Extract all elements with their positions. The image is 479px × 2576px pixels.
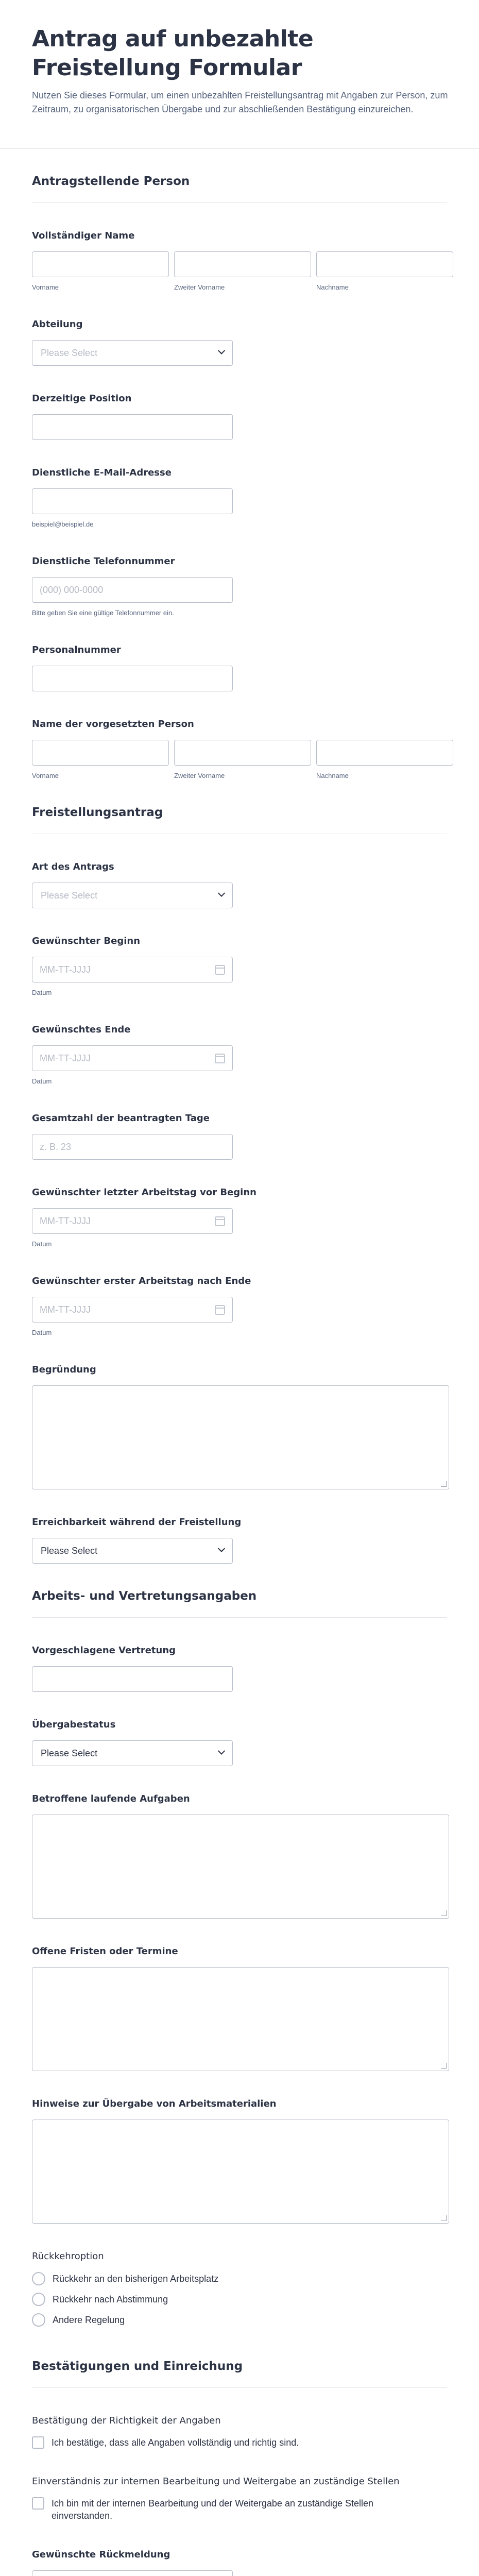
handover-status-field (32, 1692, 447, 1766)
department-field (32, 292, 447, 366)
deadlines-textarea[interactable] (32, 1967, 449, 2071)
field-label: Derzeitige Position (32, 393, 132, 404)
email-input[interactable] (32, 488, 233, 514)
field-label: Abteilung (32, 319, 83, 330)
days-input[interactable] (32, 1134, 233, 1160)
middle-name-input[interactable] (174, 251, 311, 277)
request-type-field (32, 834, 447, 908)
last-name-sublabel: Nachname (316, 283, 349, 291)
calendar-icon[interactable] (215, 1054, 225, 1063)
phone-input[interactable] (32, 577, 233, 603)
section-title: Antragstellende Person (32, 175, 190, 188)
first-workday-input[interactable] (32, 1297, 233, 1323)
section-title: Freistellungsantrag (32, 806, 163, 819)
field-label: Einverständnis zur internen Bearbeitung und Weitergabe an zuständige Stellen (32, 2476, 400, 2487)
field-label: Personalnummer (32, 645, 121, 655)
email-field (32, 440, 447, 529)
reason-field (32, 1337, 447, 1489)
substitute-input[interactable] (32, 1666, 233, 1692)
reachability-field (32, 1489, 447, 1564)
section-title: Arbeits- und Vertretungsangaben (32, 1589, 257, 1603)
field-label: Dienstliche E-Mail-Adresse (32, 467, 172, 478)
field-label: Art des Antrags (32, 861, 114, 872)
select-value: Please Select (41, 1748, 98, 1758)
field-label: Offene Fristen oder Termine (32, 1946, 178, 1957)
position-field (32, 366, 447, 440)
form-title: Antrag auf unbezahlte Freistellung Formular (32, 26, 314, 81)
tasks-textarea[interactable] (32, 1815, 449, 1919)
phone-hint: Bitte geben Sie eine gültige Telefonnummer ein. (32, 609, 174, 617)
supervisor-first-input[interactable] (32, 740, 169, 766)
form-subtitle: Nutzen Sie dieses Formular, um einen unbezahlten Freistellungsantrag mit Angaben zur Person, zum Zeitraum, zu organisatorischen Übergabe und zur abschließenden Bestätigung einzureichen. (32, 90, 448, 114)
checkbox[interactable] (32, 2436, 44, 2449)
materials-textarea[interactable] (32, 2120, 449, 2224)
checkbox[interactable] (32, 2497, 44, 2510)
field-label: Gewünschter Beginn (32, 936, 141, 946)
radio-button[interactable] (32, 2313, 45, 2327)
start-date-input[interactable] (32, 957, 233, 982)
end-date-input[interactable] (32, 1045, 233, 1071)
chevron-down-icon (218, 1748, 225, 1755)
days-field (32, 1086, 447, 1160)
radio-option[interactable] (32, 2272, 447, 2285)
radio-option[interactable] (32, 2313, 447, 2327)
select-value: Please Select (41, 347, 98, 358)
calendar-icon[interactable] (215, 965, 225, 975)
email-hint: beispiel@beispiel.de (32, 520, 94, 528)
date-sublabel: Datum (32, 1240, 52, 1248)
section-request (0, 780, 479, 1564)
date-placeholder: MM-TT-JJJJ (40, 1053, 91, 1063)
personnel-number-input[interactable] (32, 666, 233, 691)
feedback-select[interactable] (32, 2570, 233, 2576)
chevron-down-icon (218, 347, 225, 354)
date-placeholder: MM-TT-JJJJ (40, 1304, 91, 1315)
last-workday-field (32, 1160, 447, 1248)
checkbox-option[interactable] (32, 2497, 447, 2522)
return-option-field (32, 2224, 447, 2327)
radio-label: Rückkehr an den bisherigen Arbeitsplatz (53, 2273, 219, 2284)
reachability-select[interactable] (32, 1538, 233, 1564)
field-label: Rückkehroption (32, 2251, 104, 2262)
last-workday-input[interactable] (32, 1208, 233, 1234)
chevron-down-icon (218, 1545, 225, 1552)
section-header (32, 2334, 447, 2388)
section-confirm (0, 2334, 479, 2576)
radio-option[interactable] (32, 2293, 447, 2306)
field-label: Gewünschter letzter Arbeitstag vor Beginn (32, 1187, 256, 1198)
radio-button[interactable] (32, 2293, 45, 2306)
phone-field (32, 529, 447, 617)
supervisor-last-input[interactable] (316, 740, 453, 766)
phone-placeholder: (000) 000-0000 (40, 584, 104, 595)
field-label: Dienstliche Telefonnummer (32, 556, 175, 567)
last-name-sublabel: Nachname (316, 772, 349, 779)
supervisor-field (32, 691, 447, 780)
reason-textarea[interactable] (32, 1385, 449, 1489)
field-label: Bestätigung der Richtigkeit der Angaben (32, 2415, 221, 2426)
field-label: Vorgeschlagene Vertretung (32, 1645, 176, 1656)
field-label: Begründung (32, 1364, 96, 1375)
section-header (32, 1564, 447, 1618)
first-name-sublabel: Vorname (32, 283, 59, 291)
date-sublabel: Datum (32, 989, 52, 996)
date-sublabel: Datum (32, 1077, 52, 1085)
consent-field (32, 2449, 447, 2522)
field-label: Gewünschte Rückmeldung (32, 2549, 170, 2560)
supervisor-middle-input[interactable] (174, 740, 311, 766)
date-placeholder: MM-TT-JJJJ (40, 1215, 91, 1226)
date-sublabel: Datum (32, 1329, 52, 1336)
chevron-down-icon (218, 890, 225, 897)
field-label: Gesamtzahl der beantragten Tage (32, 1113, 210, 1124)
form-header (0, 0, 479, 149)
radio-label: Rückkehr nach Abstimmung (53, 2294, 168, 2304)
checkbox-label: Ich bin mit der internen Bearbeitung und der Weitergabe an zuständige Stellen einverstanden. (52, 2498, 374, 2521)
middle-name-sublabel: Zweiter Vorname (174, 772, 225, 779)
deadlines-field (32, 1919, 447, 2071)
radio-button[interactable] (32, 2272, 45, 2285)
section-handover (0, 1564, 479, 2327)
materials-field (32, 2071, 447, 2224)
accuracy-field (32, 2388, 447, 2449)
section-header (32, 780, 447, 834)
tasks-field (32, 1766, 447, 1919)
field-label: Hinweise zur Übergabe von Arbeitsmaterialien (32, 2098, 277, 2109)
radio-label: Andere Regelung (53, 2314, 125, 2325)
first-workday-field (32, 1248, 447, 1337)
field-label: Übergabestatus (32, 1719, 116, 1730)
section-header (32, 149, 447, 203)
calendar-icon[interactable] (215, 1305, 225, 1315)
calendar-icon[interactable] (215, 1216, 225, 1226)
select-value: Please Select (41, 1545, 98, 1556)
field-label: Name der vorgesetzten Person (32, 719, 194, 730)
department-select[interactable] (32, 340, 233, 366)
select-value: Please Select (41, 890, 98, 901)
handover-status-select[interactable] (32, 1740, 233, 1766)
checkbox-option[interactable] (32, 2436, 447, 2449)
field-label: Vollständiger Name (32, 230, 135, 241)
section-title: Bestätigungen und Einreichung (32, 2360, 243, 2373)
date-placeholder: MM-TT-JJJJ (40, 964, 91, 975)
field-label: Gewünschtes Ende (32, 1024, 131, 1035)
section-person (0, 149, 479, 780)
first-name-sublabel: Vorname (32, 772, 59, 779)
request-type-select[interactable] (32, 883, 233, 908)
field-label: Gewünschter erster Arbeitstag nach Ende (32, 1276, 251, 1286)
feedback-field (32, 2522, 447, 2576)
position-input[interactable] (32, 414, 233, 440)
substitute-field (32, 1618, 447, 1692)
personnel-number-field (32, 617, 447, 691)
end-date-field (32, 997, 447, 1086)
field-label: Erreichbarkeit während der Freistellung (32, 1517, 242, 1528)
checkbox-label: Ich bestätige, dass alle Angaben vollständig und richtig sind. (52, 2437, 299, 2448)
field-label: Betroffene laufende Aufgaben (32, 1793, 190, 1804)
start-date-field (32, 908, 447, 997)
last-name-input[interactable] (316, 251, 453, 277)
days-placeholder: z. B. 23 (40, 1141, 72, 1152)
full-name-field (32, 203, 447, 292)
first-name-input[interactable] (32, 251, 169, 277)
middle-name-sublabel: Zweiter Vorname (174, 283, 225, 291)
